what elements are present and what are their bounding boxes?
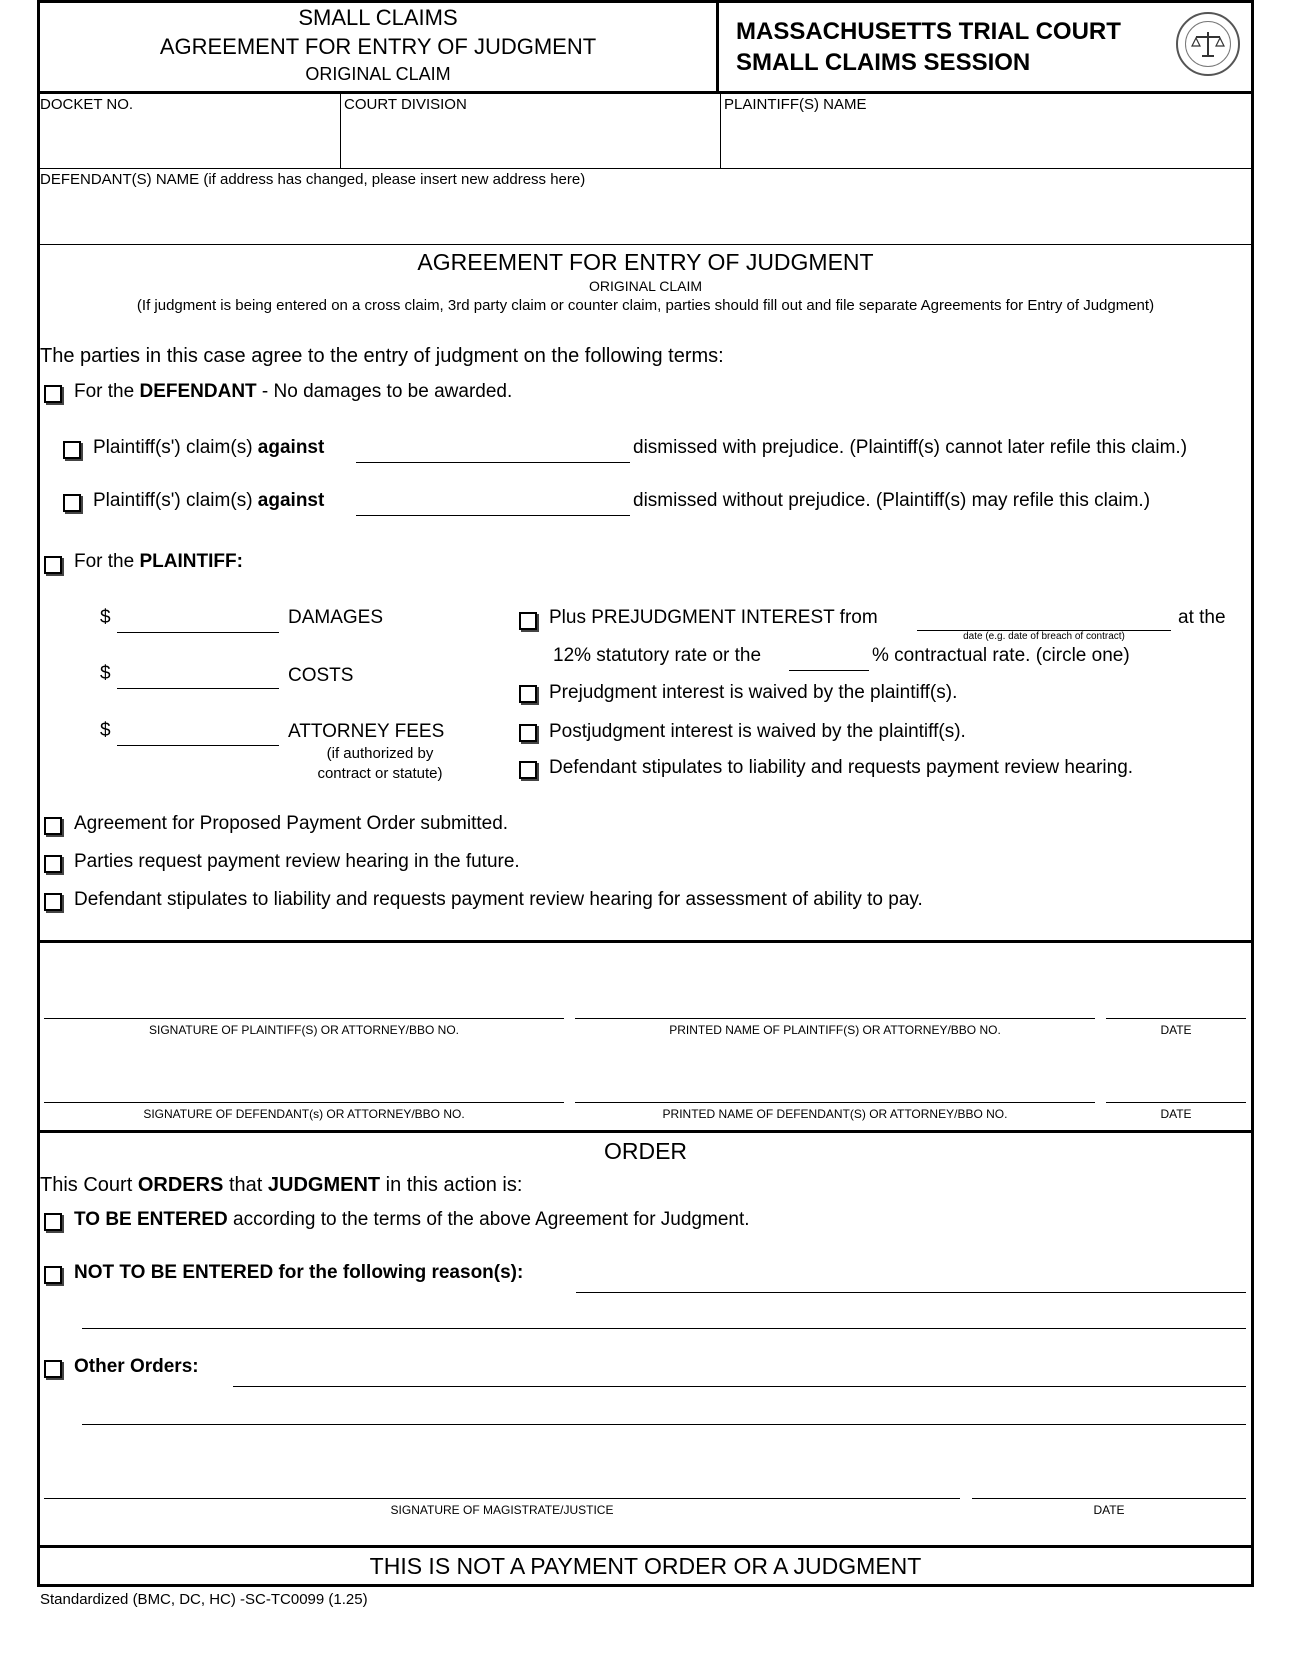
plaintiff-printed-name-caption: PRINTED NAME OF PLAINTIFF(S) OR ATTORNEY/BBO NO. (669, 1023, 1001, 1037)
court-name-line2: SMALL CLAIMS SESSION (736, 49, 1031, 76)
prejudgment-interest-label: Plus PREJUDGMENT INTEREST from (549, 607, 878, 628)
damages-dollar: $ (100, 607, 111, 628)
order-intro-c: in this action is: (380, 1174, 523, 1196)
scales-icon (1176, 12, 1240, 76)
for-the-text-2: For the (74, 551, 140, 572)
court-name-line1: MASSACHUSETTS TRIAL COURT (736, 18, 1121, 45)
order-intro-b: that (223, 1174, 268, 1196)
header-bottom-rule (37, 91, 1254, 94)
form-title-line3: ORIGINAL CLAIM (305, 64, 451, 84)
proposed-payment-checkbox[interactable] (44, 817, 62, 835)
for-plaintiff-label (74, 551, 243, 573)
defendant-bold: DEFENDANT (139, 381, 257, 402)
claims-against-blank-2[interactable] (356, 515, 630, 516)
not-payment-order-banner: THIS IS NOT A PAYMENT ORDER OR A JUDGMENT (369, 1553, 922, 1579)
magistrate-date-line[interactable] (972, 1498, 1246, 1499)
costs-amount-blank[interactable] (117, 688, 279, 689)
defendant-rest: - No damages to be awarded. (256, 381, 513, 402)
court-division-field[interactable]: COURT DIVISION (344, 96, 467, 113)
form-id: Standardized (BMC, DC, HC) -SC-TC0099 (1.25) (40, 1591, 368, 1608)
agreement-note: (If judgment is being entered on a cross claim, 3rd party claim or counter claim, parties should fill out and file separate Agreements for Entry of Judgment) (136, 297, 1155, 314)
docket-division-divider (340, 93, 341, 168)
order-intro-judgment: JUDGMENT (267, 1174, 381, 1196)
attorney-fees-label: ATTORNEY FEES (288, 721, 445, 742)
attorney-note-line1: (if authorized by (326, 745, 434, 762)
attorney-amount-blank[interactable] (117, 745, 279, 746)
dismissed-with-prejudice-checkbox[interactable] (63, 441, 81, 459)
damages-label: DAMAGES (288, 607, 384, 628)
stipulates-review-label: Defendant stipulates to liability and requests payment review hearing. (549, 757, 1134, 778)
dismissed-without-prejudice-checkbox[interactable] (63, 494, 81, 512)
form-title-line2: AGREEMENT FOR ENTRY OF JUDGMENT (159, 34, 597, 59)
other-orders-line-2[interactable] (82, 1424, 1246, 1425)
for-defendant-checkbox[interactable] (44, 385, 62, 403)
division-plaintiff-divider (720, 93, 721, 168)
not-entered-checkbox[interactable] (44, 1266, 62, 1284)
postjudgment-waived-checkbox[interactable] (519, 724, 537, 742)
defendant-date-line[interactable] (1106, 1102, 1246, 1103)
order-intro-orders: ORDERS (137, 1174, 224, 1196)
prejudgment-date-hint: date (e.g. date of breach of contract) (963, 631, 1125, 642)
for-plaintiff-checkbox[interactable] (44, 556, 62, 574)
attorney-fees-note (288, 744, 472, 784)
defendant-date-caption: DATE (1160, 1107, 1192, 1121)
agreement-heading (40, 247, 1251, 317)
not-entered-label: NOT TO BE ENTERED for the following reason(s): (74, 1262, 524, 1283)
to-be-entered-label (74, 1209, 750, 1231)
defendant-name-field[interactable]: DEFENDANT(S) NAME (if address has changed, please insert new address here) (40, 171, 586, 188)
dismissed-without-text: dismissed without prejudice. (Plaintiff(s) may refile this claim.) (633, 490, 1151, 511)
to-be-entered-bold: TO BE ENTERED (74, 1209, 228, 1230)
for-the-text: For the (74, 381, 140, 402)
magistrate-signature-caption: SIGNATURE OF MAGISTRATE/JUSTICE (390, 1503, 614, 1517)
agreement-section-rule (37, 940, 1254, 943)
to-be-entered-checkbox[interactable] (44, 1213, 62, 1231)
costs-dollar: $ (100, 663, 111, 684)
attorney-note-line2: contract or statute) (317, 765, 443, 782)
agreement-subtitle: ORIGINAL CLAIM (588, 278, 703, 294)
form-title-line1: SMALL CLAIMS (298, 5, 458, 30)
claims-against-label-2 (93, 490, 324, 512)
plaintiff-date-line[interactable] (1106, 1018, 1246, 1019)
form-border (37, 0, 1254, 1587)
header-divider (716, 0, 719, 93)
stipulates-ability-checkbox[interactable] (44, 893, 62, 911)
other-orders-checkbox[interactable] (44, 1360, 62, 1378)
against-bold-1: against (257, 437, 325, 458)
order-intro-a: This Court (40, 1174, 138, 1196)
not-entered-reason-line-2[interactable] (82, 1328, 1246, 1329)
future-review-label: Parties request payment review hearing in the future. (74, 851, 520, 872)
plaintiff-date-caption: DATE (1160, 1023, 1192, 1037)
form-title-block (40, 4, 716, 86)
postjudgment-waived-label: Postjudgment interest is waived by the plaintiff(s). (549, 721, 966, 742)
not-entered-reason-line-1[interactable] (576, 1292, 1246, 1293)
plaintiff-bold: PLAINTIFF: (139, 551, 243, 572)
order-intro (40, 1174, 522, 1197)
docket-no-field[interactable]: DOCKET NO. (40, 96, 134, 113)
stipulates-ability-label: Defendant stipulates to liability and requests payment review hearing for assessment of ability to pay. (74, 889, 923, 910)
court-name-block (736, 16, 1121, 78)
claims-against-label-1 (93, 437, 324, 459)
prejudgment-waived-label: Prejudgment interest is waived by the plaintiff(s). (549, 682, 958, 703)
at-the-text: at the (1178, 607, 1226, 628)
defendant-row-rule (37, 244, 1254, 245)
magistrate-signature-line[interactable] (44, 1498, 960, 1499)
agreement-intro: The parties in this case agree to the entry of judgment on the following terms: (40, 345, 724, 367)
plaintiff-name-field[interactable]: PLAINTIFF(S) NAME (724, 96, 867, 113)
signature-section-rule (37, 1130, 1254, 1133)
stipulates-review-checkbox[interactable] (519, 761, 537, 779)
other-orders-line-1[interactable] (233, 1386, 1246, 1387)
defendant-printed-name-line[interactable] (575, 1102, 1095, 1103)
plaintiff-printed-name-line[interactable] (575, 1018, 1095, 1019)
to-be-entered-rest: according to the terms of the above Agreement for Judgment. (227, 1209, 750, 1230)
rate-suffix-text: % contractual rate. (circle one) (872, 645, 1130, 666)
rate-prefix-text: 12% statutory rate or the (553, 645, 762, 666)
prejudgment-interest-checkbox[interactable] (519, 612, 537, 630)
order-title: ORDER (603, 1138, 688, 1164)
prejudgment-waived-checkbox[interactable] (519, 685, 537, 703)
claims-prefix-2: Plaintiff(s') claim(s) (93, 490, 258, 511)
order-section-rule (37, 1545, 1254, 1548)
plaintiff-signature-caption: SIGNATURE OF PLAINTIFF(S) OR ATTORNEY/BBO NO. (148, 1023, 460, 1037)
contractual-rate-blank[interactable] (789, 670, 869, 671)
for-defendant-label (74, 381, 512, 403)
claims-against-blank-1[interactable] (356, 462, 630, 463)
plaintiff-signature-line[interactable] (44, 1018, 564, 1019)
claims-prefix-1: Plaintiff(s') claim(s) (93, 437, 258, 458)
agreement-title: AGREEMENT FOR ENTRY OF JUDGMENT (417, 249, 874, 275)
fields-row-rule (37, 168, 1254, 169)
defendant-signature-caption: SIGNATURE OF DEFENDANT(s) OR ATTORNEY/BBO NO. (143, 1107, 465, 1121)
dismissed-with-text: dismissed with prejudice. (Plaintiff(s) cannot later refile this claim.) (633, 437, 1188, 458)
defendant-signature-line[interactable] (44, 1102, 564, 1103)
court-seal (1176, 12, 1240, 76)
future-review-checkbox[interactable] (44, 855, 62, 873)
attorney-dollar: $ (100, 720, 111, 741)
damages-amount-blank[interactable] (117, 632, 279, 633)
against-bold-2: against (257, 490, 325, 511)
defendant-printed-name-caption: PRINTED NAME OF DEFENDANT(S) OR ATTORNEY/BBO NO. (662, 1107, 1008, 1121)
costs-label: COSTS (288, 665, 354, 686)
magistrate-date-caption: DATE (1093, 1503, 1125, 1517)
proposed-payment-label: Agreement for Proposed Payment Order submitted. (74, 813, 509, 834)
other-orders-label: Other Orders: (74, 1356, 199, 1377)
